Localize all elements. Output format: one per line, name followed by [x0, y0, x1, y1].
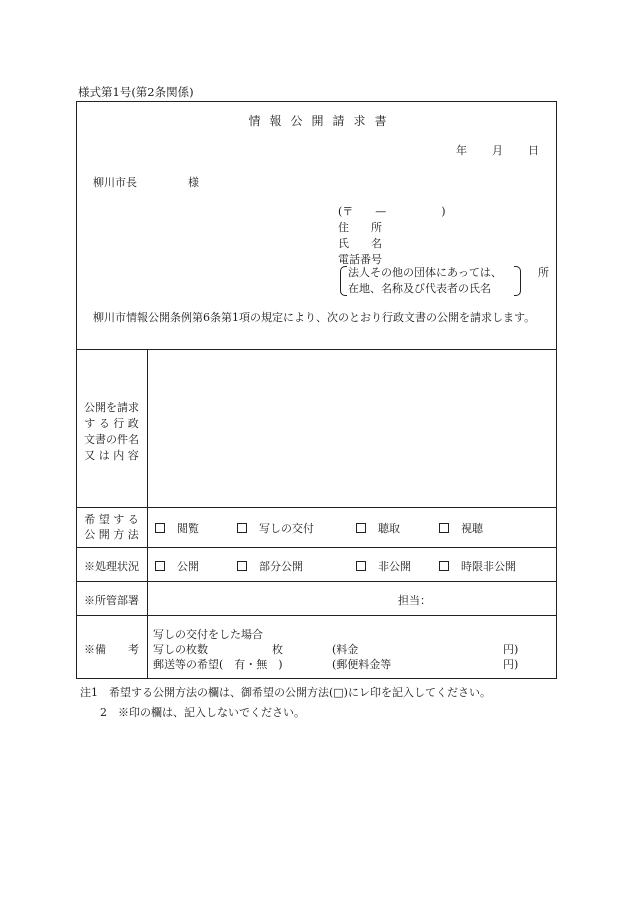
name-label: 氏 名	[338, 237, 382, 250]
column-divider	[147, 349, 148, 678]
method-option-copy[interactable]	[237, 520, 314, 536]
checkbox-icon[interactable]	[237, 523, 247, 533]
row-divider-document	[76, 349, 557, 350]
option-label: 公開	[177, 560, 199, 573]
corporate-note-tail: 所	[538, 266, 549, 279]
remarks-copy-heading: 写しの交付をした場合	[153, 628, 263, 641]
row-divider-method	[76, 507, 557, 508]
form-number-label: 様式第1号(第2条関係)	[78, 85, 194, 99]
document-content-field[interactable]	[149, 351, 554, 505]
remarks-copy-count-label: 写しの枚数	[153, 643, 208, 656]
option-label: 聴取	[378, 522, 400, 535]
request-lead-text: 柳川市情報公開条例第6条第1項の規定により、次のとおり行政文書の公開を請求します。	[93, 311, 536, 324]
document-label-line: 又 は 内 容	[84, 449, 139, 462]
checkbox-icon[interactable]	[237, 561, 247, 571]
remarks-postage-label: (郵便料金等	[332, 658, 392, 671]
date-month-label: 月	[492, 144, 503, 157]
bracket-left	[340, 266, 347, 296]
corporate-note-line2: 在地、名称及び代表者の氏名	[348, 282, 491, 295]
date-day-label: 日	[528, 144, 539, 157]
method-option-view[interactable]	[155, 520, 199, 536]
corporate-note-line1: 法人その他の団体にあっては、	[348, 266, 502, 279]
method-row-label	[76, 512, 147, 542]
option-label: 写しの交付	[259, 522, 314, 535]
checkbox-icon[interactable]	[356, 523, 366, 533]
option-label: 部分公開	[259, 560, 303, 573]
method-option-listen[interactable]	[356, 520, 400, 536]
address-label: 住 所	[338, 221, 382, 234]
method-option-watch[interactable]	[439, 520, 483, 536]
bracket-right	[514, 266, 521, 296]
remarks-row-label: ※備 考	[84, 643, 139, 656]
date-year-label: 年	[456, 144, 467, 157]
option-label: 視聴	[461, 522, 483, 535]
option-label: 閲覧	[177, 522, 199, 535]
addressee-suffix: 様	[188, 176, 199, 189]
addressee-name: 柳川市長	[93, 176, 137, 189]
row-divider-remarks	[76, 615, 557, 616]
department-row-label: ※所管部署	[84, 594, 139, 607]
checkbox-icon[interactable]	[439, 523, 449, 533]
footnote-2: 2 ※印の欄は、記入しないでください。	[100, 706, 305, 719]
method-label-line: 公 開 方 法	[84, 528, 139, 541]
status-option-public[interactable]	[155, 558, 199, 574]
remarks-mail-preference: 郵送等の希望( 有・無 )	[153, 658, 283, 671]
postal-code-field[interactable]: (〒 — )	[338, 205, 446, 218]
remarks-fee-unit: 円)	[503, 643, 519, 656]
document-label-line: 文書の件名	[84, 433, 139, 446]
checkbox-icon[interactable]	[439, 561, 449, 571]
method-label-line: 希 望 す る	[84, 513, 139, 526]
row-divider-status	[76, 547, 557, 548]
row-divider-department	[76, 581, 557, 582]
status-row-label: ※処理状況	[84, 560, 139, 573]
checkbox-icon[interactable]	[356, 561, 366, 571]
status-option-partial[interactable]	[237, 558, 303, 574]
document-label-line: す る 行 政	[84, 417, 139, 430]
person-in-charge-label: 担当：	[398, 594, 431, 607]
document-row-label	[76, 400, 147, 464]
page-title: 情報公開請求書	[248, 114, 396, 128]
remarks-sheet-unit: 枚	[272, 643, 283, 656]
remarks-fee-label: (料金	[332, 643, 359, 656]
phone-label: 電話番号	[338, 253, 382, 266]
option-label: 非公開	[378, 560, 411, 573]
remarks-postage-unit: 円)	[503, 658, 519, 671]
document-label-line: 公開を請求	[84, 401, 139, 414]
option-label: 時限非公開	[461, 560, 516, 573]
status-option-timed[interactable]	[439, 558, 516, 574]
checkbox-icon[interactable]	[155, 523, 165, 533]
status-option-nonpublic[interactable]	[356, 558, 411, 574]
checkbox-icon[interactable]	[155, 561, 165, 571]
footnote-1: 注1 希望する公開方法の欄は、御希望の公開方法(□)にレ印を記入してください。	[80, 686, 491, 699]
